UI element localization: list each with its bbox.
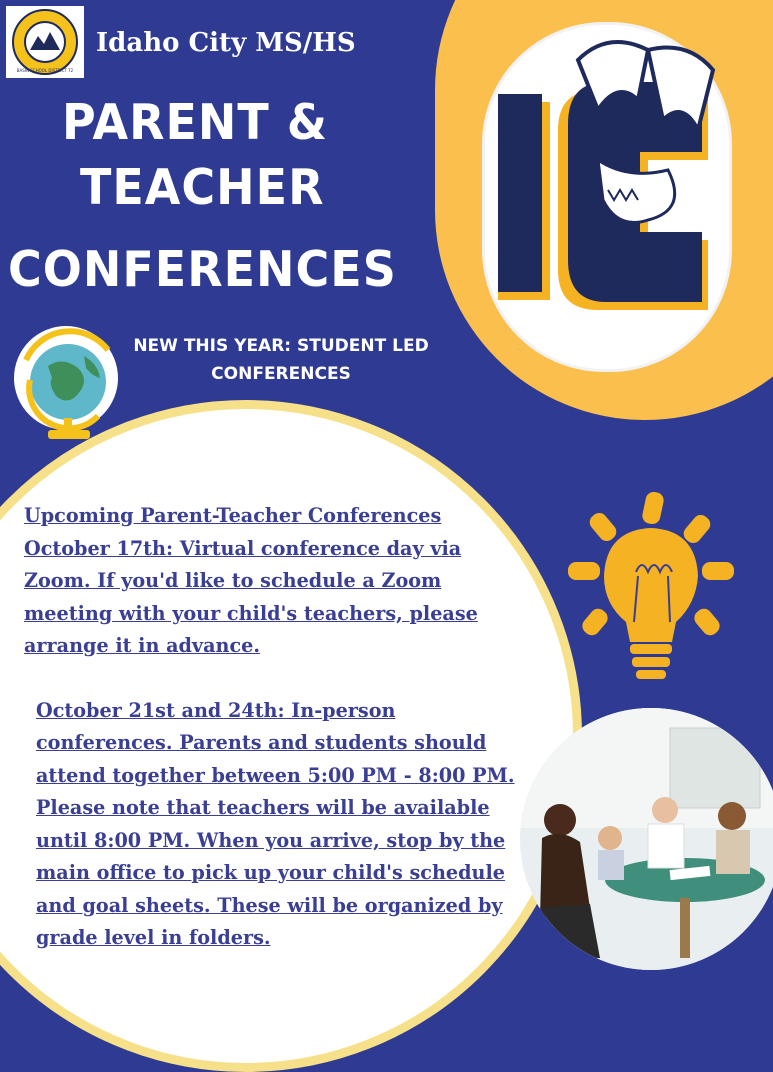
in-person-text: October 21st and 24th: In-person conferences. Parents and students should attend together between 5:00 PM - 8:00 PM. Please note that teachers will be available until 8:00 PM. When you arrive, stop by the main office to pick up your child's schedule and goal sheets. These will be organized by grade level in folders. <box>36 698 515 949</box>
seal-text: BASIN SCHOOL DISTRICT 72 <box>16 68 74 73</box>
headline-line1: PARENT & <box>62 93 328 151</box>
headline-line3: CONFERENCES <box>8 240 397 298</box>
new-this-year-line1: NEW THIS YEAR: STUDENT LED <box>133 336 429 356</box>
school-name: Idaho City MS/HS <box>96 28 356 58</box>
conference-photo <box>520 708 773 970</box>
virtual-day-text: October 17th: Virtual conference day via Zoom. If you'd like to schedule a Zoom meeting with your child's teachers, please arrange it in advance. <box>24 536 478 657</box>
headline-line2: TEACHER <box>80 158 325 216</box>
school-seal <box>6 6 84 78</box>
lightbulb-icon <box>566 492 736 692</box>
conference-photo-illustration <box>520 708 773 970</box>
new-this-year-line2: CONFERENCES <box>211 364 351 384</box>
school-seal-icon <box>6 6 84 78</box>
ic-logo-icon <box>498 20 718 360</box>
details-heading: Upcoming Parent-Teacher Conferences <box>24 504 442 527</box>
new-this-year-banner <box>106 332 456 388</box>
ic-logo-letters: IC <box>518 350 519 351</box>
conference-details <box>24 500 529 955</box>
